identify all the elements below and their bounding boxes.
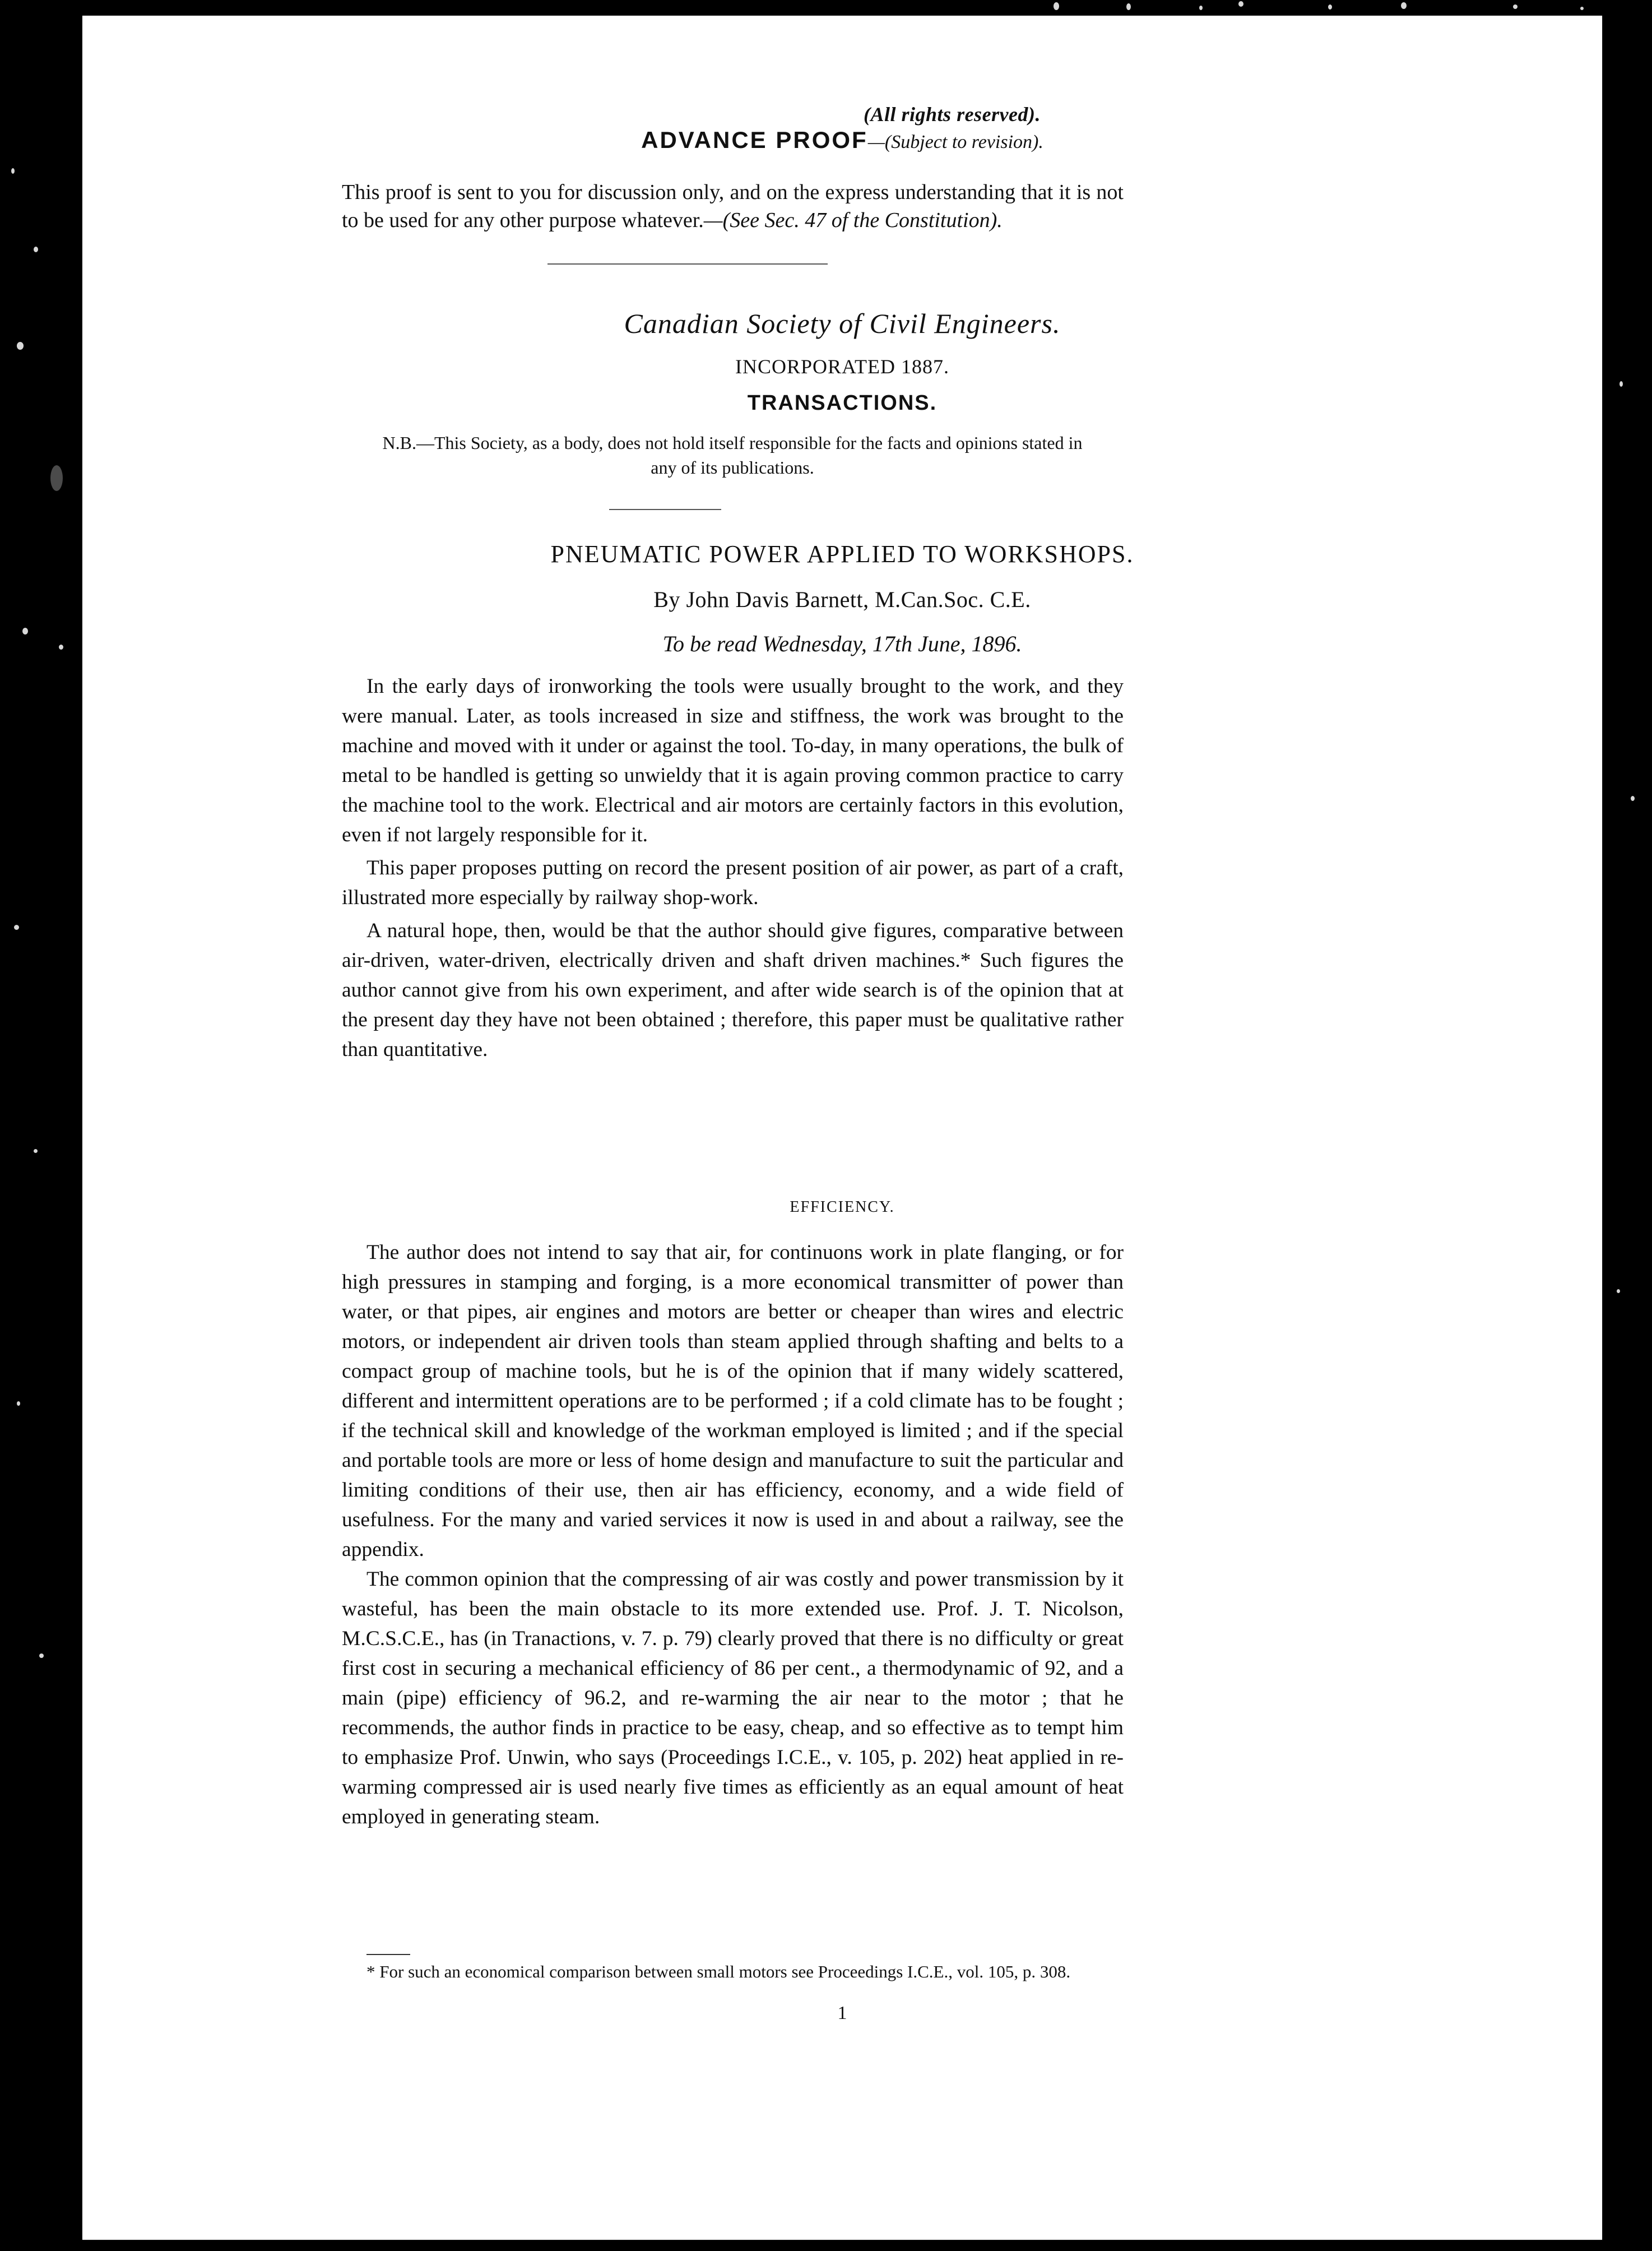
footnote-rule [366,1954,410,1955]
body-paragraph: A natural hope, then, would be that the author should give figures, comparative between air-driven, water-driven, electrically driven and shaft driven machines.* Such figures the author cannot give from his own experiment, and after wide search is of the opinion that at the present day they have not been obtained ; therefore, this paper must be qualitative rather than quantitative. [342,919,1124,1061]
subject-to-revision-note: —(Subject to revision). [867,132,1043,152]
paper-author: By John Davis Barnett, M.Can.Soc. C.E. [653,587,1031,612]
scan-speck [1617,1289,1620,1293]
proof-notice [342,178,1124,234]
scan-speck [1199,6,1203,10]
document-page [82,16,1602,2240]
scan-speck [59,645,63,650]
body-paragraph: This paper proposes putting on record the present position of air power, as part of a craft, illustrated more especially by railway shop-work. [342,856,1124,909]
scan-speck [1631,796,1635,801]
title-divider [609,509,721,510]
scan-speck [14,925,19,930]
scan-speck [22,628,28,634]
paper-read-date: To be read Wednesday, 17th June, 1896. [662,631,1022,656]
scan-speck [1580,7,1584,10]
scan-speck [34,1149,38,1153]
rights-reserved-note: (All rights reserved). [864,103,1041,126]
constitution-reference: —(See Sec. 47 of the Constitution). [703,209,1003,232]
society-name: Canadian Society of Civil Engineers. [624,308,1061,339]
advance-proof-heading [82,127,1602,154]
footnote: * For such an economical comparison between small motors see Proceedings I.C.E., vol. 105, p. 308. [366,1962,1071,1981]
proof-notice-text: This proof is sent to you for discussion only, and on the express understanding that it is not to be used for any other purpose whatever. [342,180,1124,232]
scan-speck [1401,2,1407,9]
advance-proof-label: ADVANCE PROOF [641,127,868,153]
scan-speck [34,247,38,252]
scan-speck [50,465,63,491]
scan-speck [11,168,15,174]
introduction-section [342,671,1124,1068]
body-paragraph: The common opinion that the compressing of air was costly and power transmission by it wasteful, has been the main obstacle to its more extended use. Prof. J. T. Nicolson, M.C.S.C.E., has (in Tranactions, v. 7. p. 79) clearly proved that there is no difficulty or great first cost in securing a mechanical efficiency of 86 per cent., a thermodynamic of 92, and a main (pipe) efficiency of 96.2, and re-warming the air near to the motor ; that he recommends, the author finds in practice to be easy, cheap, and so effective as to tempt him to emphasize Prof. Unwin, who says (Proceedings I.C.E., v. 105, p. 202) heat applied in re-warming compressed air is used nearly five times as efficiently as an equal amount of heat employed in generating steam. [342,1568,1124,1828]
efficiency-heading: EFFICIENCY. [790,1198,895,1216]
paper-title: PNEUMATIC POWER APPLIED TO WORKSHOPS. [550,540,1134,568]
scan-speck [1238,1,1243,7]
scan-speck [1328,4,1332,10]
page-number: 1 [837,2003,847,2023]
transactions-heading: TRANSACTIONS. [747,391,938,415]
scan-speck [17,342,24,350]
incorporation-line: INCORPORATED 1887. [735,355,950,378]
body-paragraph: The author does not intend to say that air, for continuons work in plate flanging, or for high pressures in stamping and forging, is a more economical transmitter of power than water, or that pipes, air engines and motors are better or cheaper than wires and electric motors, or independent air driven tools than steam applied through shafting and belts to a compact group of machine tools, but he is of the opinion that if many widely scattered, different and intermittent operations are to be performed ; if a cold climate has to be fought ; if the technical skill and knowledge of the workman employed is limited ; and if the special and portable tools are more or less of home design and manufacture to suit the particular and limiting conditions of their use, then air has efficiency, economy, and a wide field of usefulness. For the many and varied services it now is used in and about a railway, see the appendix. [342,1241,1124,1561]
section-divider [547,263,828,265]
body-paragraph: In the early days of ironworking the tools were usually brought to the work, and they were manual. Later, as tools increased in size and stiffness, the work was brought to the machine and moved with it under or against the tool. To-day, in many operations, the bulk of metal to be handled is getting so unwieldy that it is again proving common practice to carry the machine tool to the work. Electrical and air motors are certainly factors in this evolution, even if not largely responsible for it. [342,675,1124,846]
efficiency-section [342,1238,1124,1832]
scan-speck [17,1401,20,1406]
scan-speck [1619,381,1623,387]
society-disclaimer: N.B.—This Society, as a body, does not hold itself responsible for the facts and opinions stated in any of its publications. [382,433,1083,478]
scan-speck [1126,3,1131,10]
scan-speck [39,1653,44,1658]
scan-speck [1054,2,1059,10]
scan-speck [1513,4,1518,9]
